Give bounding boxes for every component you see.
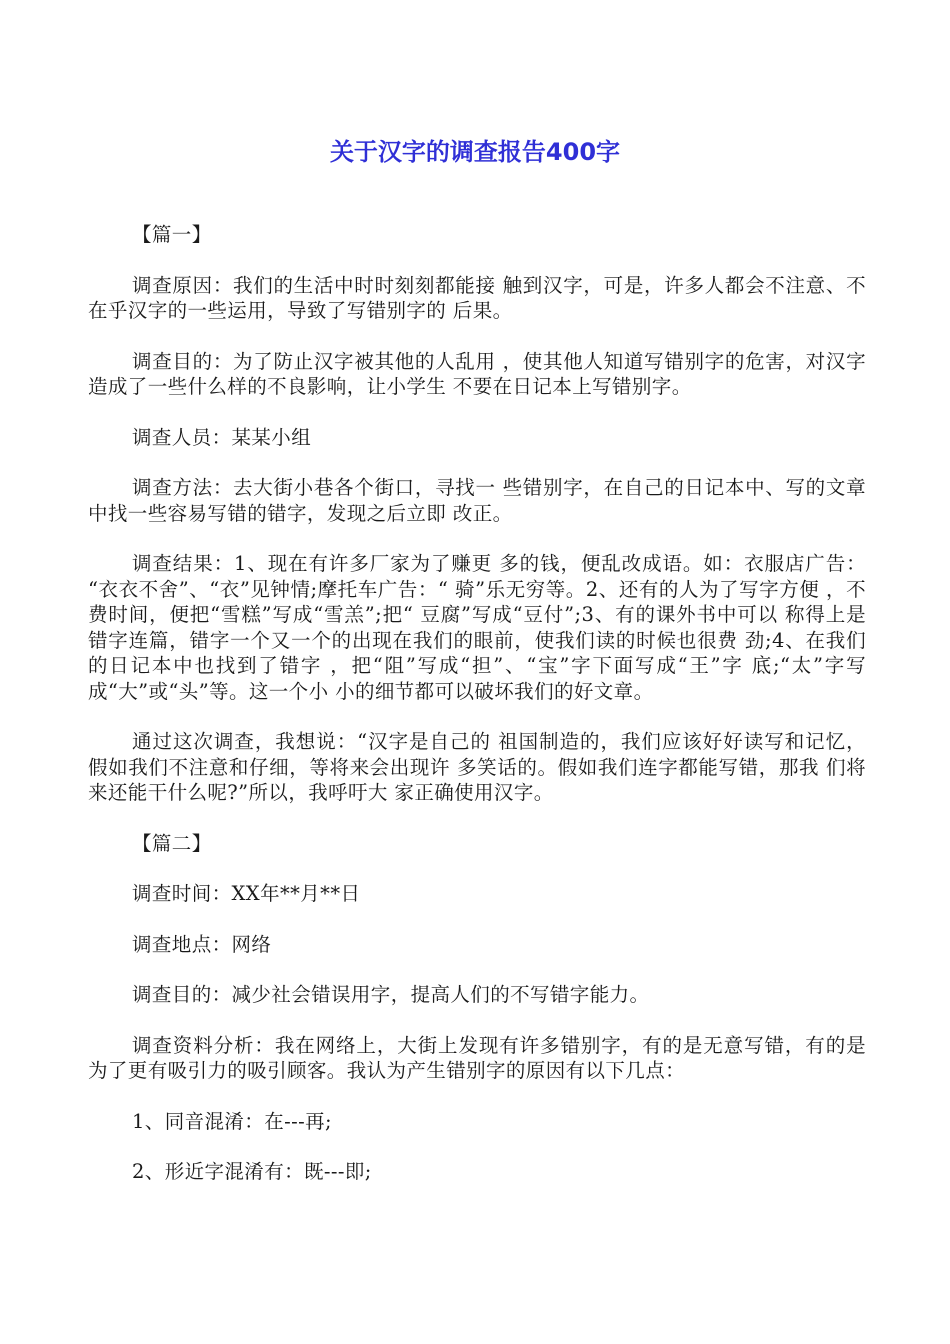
paragraph-method: 调查方法：去大街小巷各个街口，寻找一 些错别字，在自己的日记本中、写的文章 中找一些容易写错的错字，发现之后立即 改正。 — [88, 476, 866, 525]
section-heading-1: 【篇一】 — [132, 223, 212, 246]
paragraph-purpose-2: 调查目的：减少社会错误用字，提高人们的不写错字能力。 — [132, 983, 650, 1006]
list-item-homophone: 1、同音混淆：在---再; — [132, 1109, 332, 1133]
paragraph-time: 调查时间：XX年**月**日 — [132, 882, 361, 905]
document-body — [88, 222, 866, 1210]
paragraph-members: 调查人员：某某小组 — [132, 425, 312, 449]
section-heading-2: 【篇二】 — [132, 831, 212, 855]
paragraph-location: 调查地点：网络 — [132, 932, 272, 956]
document-title: 关于汉字的调查报告400字 — [329, 138, 621, 166]
paragraph-reason: 调查原因：我们的生活中时时刻刻都能接 触到汉字，可是，许多人都会不注意、不 在乎汉字的一些运用，导致了写错别字的 后果。 — [88, 273, 866, 322]
paragraph-analysis: 调查资料分析：我在网络上，大街上发现有许多错别字，有的是无意写错，有的是为了更有吸引力的吸引顾客。我认为产生错别字的原因有以下几点： — [88, 1033, 866, 1082]
paragraph-results: 调查结果：1、现在有许多厂家为了赚更 多的钱，便乱改成语。如：衣服店广告： “衣衣不舍”、“衣”见钟情;摩托车广告：“ 骑”乐无穷等。2、还有的人为了写字方便 ，不费时间，便把“雪糕”写成“雪羔”;把“ 豆腐”写成“豆付”;3、有的课外书中可以 称得上是错字连篇，错字一个又一个的出现在我们的眼前，使我们读的时候也很费 劲;4、在我们的日记本中也找到了错字 ，把“阻”写成“担”、“宝”字下面写成“王”字 底;“太”字写成“大”或“头”等。这一个小 小的细节都可以破坏我们的好文章。 — [88, 552, 866, 703]
paragraph-conclusion: 通过这次调查，我想说：“汉字是自己的 祖国制造的，我们应该好好读写和记忆， 假如我们不注意和仔细，等将来会出现许 多笑话的。假如我们连字都能写错，那我 们将来还能干什么呢?”所以，我呼吁大 家正确使用汉字。 — [88, 730, 866, 804]
paragraph-purpose: 调查目的：为了防止汉字被其他的人乱用 ，使其他人知道写错别字的危害，对汉字 造成了一些什么样的不良影响，让小学生 不要在日记本上写错别字。 — [88, 349, 866, 398]
list-item-similar-shape: 2、形近字混淆有：既---即; — [132, 1160, 372, 1183]
